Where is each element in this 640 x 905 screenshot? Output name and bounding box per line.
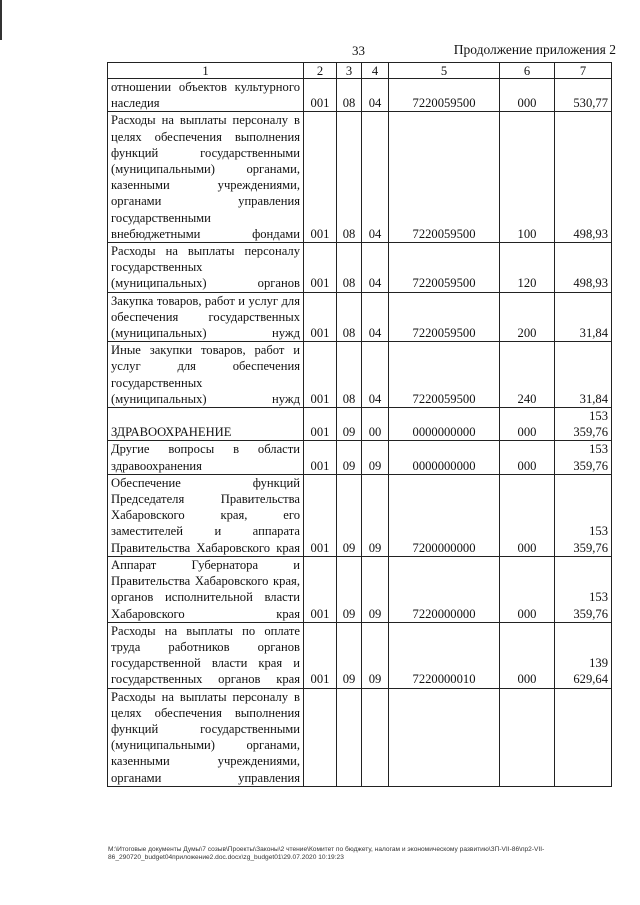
row-c6: 000 bbox=[500, 441, 555, 474]
table-row bbox=[108, 622, 612, 688]
table-row bbox=[108, 342, 612, 408]
row-c6: 240 bbox=[500, 342, 555, 408]
continuation-label: Продолжение приложения 2 bbox=[453, 42, 616, 57]
row-c3: 09 bbox=[337, 408, 362, 441]
row-c5: 7220000000 bbox=[389, 556, 500, 622]
row-amount: 153 359,76 bbox=[555, 474, 612, 556]
row-c2: 001 bbox=[304, 342, 337, 408]
row-c3: 08 bbox=[337, 112, 362, 243]
row-c2: 001 bbox=[304, 474, 337, 556]
row-amount: 31,84 bbox=[555, 292, 612, 342]
row-c2: 001 bbox=[304, 441, 337, 474]
row-amount: 153 359,76 bbox=[555, 556, 612, 622]
row-name: Аппарат Губернатора и Правительства Хабаровского края, органов исполнительной власти Хабаровского края bbox=[108, 556, 304, 622]
row-c3: 08 bbox=[337, 79, 362, 112]
row-c5 bbox=[389, 688, 500, 786]
table-row bbox=[108, 112, 612, 243]
row-c5: 0000000000 bbox=[389, 408, 500, 441]
row-c3: 08 bbox=[337, 292, 362, 342]
table-row bbox=[108, 243, 612, 293]
row-c6: 000 bbox=[500, 474, 555, 556]
row-amount: 31,84 bbox=[555, 342, 612, 408]
row-c4: 04 bbox=[362, 112, 389, 243]
row-name: Расходы на выплаты персоналу в целях обеспечения выполнения функций государственными (муниципальными) органами, казенными учреждениями, органами управления bbox=[108, 688, 304, 786]
row-c3: 09 bbox=[337, 441, 362, 474]
row-amount: 153 359,76 bbox=[555, 441, 612, 474]
row-c2: 001 bbox=[304, 79, 337, 112]
row-c4: 04 bbox=[362, 342, 389, 408]
column-header: 1 bbox=[108, 63, 304, 79]
row-amount bbox=[555, 688, 612, 786]
row-c4: 04 bbox=[362, 79, 389, 112]
table-header-row bbox=[108, 63, 612, 79]
page-edge-mark bbox=[0, 0, 2, 40]
row-c2: 001 bbox=[304, 112, 337, 243]
row-c5: 7220059500 bbox=[389, 112, 500, 243]
row-name: Расходы на выплаты по оплате труда работников органов государственной власти края и государственных органов края bbox=[108, 622, 304, 688]
row-c2 bbox=[304, 688, 337, 786]
row-c6: 200 bbox=[500, 292, 555, 342]
row-c4: 04 bbox=[362, 292, 389, 342]
row-c6: 000 bbox=[500, 408, 555, 441]
row-c3: 08 bbox=[337, 243, 362, 293]
table-row bbox=[108, 556, 612, 622]
row-c6: 000 bbox=[500, 622, 555, 688]
row-c5: 7200000000 bbox=[389, 474, 500, 556]
row-c3: 09 bbox=[337, 556, 362, 622]
row-name: Закупка товаров, работ и услуг для обеспечения государственных (муниципальных) нужд bbox=[108, 292, 304, 342]
row-c2: 001 bbox=[304, 622, 337, 688]
row-name: отношении объектов культурного наследия bbox=[108, 79, 304, 112]
row-c4 bbox=[362, 688, 389, 786]
table-row bbox=[108, 79, 612, 112]
row-c5: 7220059500 bbox=[389, 292, 500, 342]
row-c4: 09 bbox=[362, 474, 389, 556]
column-header: 3 bbox=[337, 63, 362, 79]
row-c6: 100 bbox=[500, 112, 555, 243]
row-c2: 001 bbox=[304, 408, 337, 441]
column-header: 5 bbox=[389, 63, 500, 79]
table-row bbox=[108, 292, 612, 342]
row-amount: 498,93 bbox=[555, 112, 612, 243]
row-amount: 153 359,76 bbox=[555, 408, 612, 441]
table-row bbox=[108, 474, 612, 556]
column-header: 6 bbox=[500, 63, 555, 79]
row-c4: 04 bbox=[362, 243, 389, 293]
table-row bbox=[108, 441, 612, 474]
row-name: Иные закупки товаров, работ и услуг для обеспечения государственных (муниципальных) нужд bbox=[108, 342, 304, 408]
row-c5: 7220059500 bbox=[389, 79, 500, 112]
row-c3: 09 bbox=[337, 622, 362, 688]
row-name: Расходы на выплаты персоналу в целях обеспечения выполнения функций государственными (муниципальными) органами, казенными учреждениями, органами управления государственными внебюджетными фондами bbox=[108, 112, 304, 243]
row-c4: 09 bbox=[362, 556, 389, 622]
row-amount: 139 629,64 bbox=[555, 622, 612, 688]
row-c4: 09 bbox=[362, 622, 389, 688]
row-c4: 00 bbox=[362, 408, 389, 441]
table-row bbox=[108, 688, 612, 786]
column-header: 7 bbox=[555, 63, 612, 79]
row-c5: 7220059500 bbox=[389, 342, 500, 408]
row-name: Расходы на выплаты персоналу государственных (муниципальных) органов bbox=[108, 243, 304, 293]
row-name: Другие вопросы в области здравоохранения bbox=[108, 441, 304, 474]
table-row bbox=[108, 408, 612, 441]
row-c2: 001 bbox=[304, 556, 337, 622]
row-c5: 7220059500 bbox=[389, 243, 500, 293]
page-number: 33 bbox=[352, 43, 365, 58]
budget-table bbox=[107, 62, 612, 787]
column-header: 4 bbox=[362, 63, 389, 79]
row-c3 bbox=[337, 688, 362, 786]
column-header: 2 bbox=[304, 63, 337, 79]
row-c2: 001 bbox=[304, 243, 337, 293]
row-c6: 000 bbox=[500, 556, 555, 622]
row-name: Обеспечение функций Председателя Правительства Хабаровского края, его заместителей и аппарата Правительства Хабаровского края bbox=[108, 474, 304, 556]
row-amount: 530,77 bbox=[555, 79, 612, 112]
row-amount: 498,93 bbox=[555, 243, 612, 293]
row-c3: 09 bbox=[337, 474, 362, 556]
row-c2: 001 bbox=[304, 292, 337, 342]
row-c6: 120 bbox=[500, 243, 555, 293]
row-c5: 7220000010 bbox=[389, 622, 500, 688]
row-c3: 08 bbox=[337, 342, 362, 408]
row-c6: 000 bbox=[500, 79, 555, 112]
file-path-footer: M:\Итоговые документы Думы\7 созыв\Проекты\Законы\2 чтение\Комитет по бюджету, налогам и экономическому развитию\ЗП-VII-86\пр2-VII-86_290720_budget04приложение2.doc.docx\zg_budget01\29.07.2020 10:19:23 bbox=[108, 846, 545, 861]
row-c6 bbox=[500, 688, 555, 786]
row-c5: 0000000000 bbox=[389, 441, 500, 474]
row-c4: 09 bbox=[362, 441, 389, 474]
row-name: ЗДРАВООХРАНЕНИЕ bbox=[108, 408, 304, 441]
